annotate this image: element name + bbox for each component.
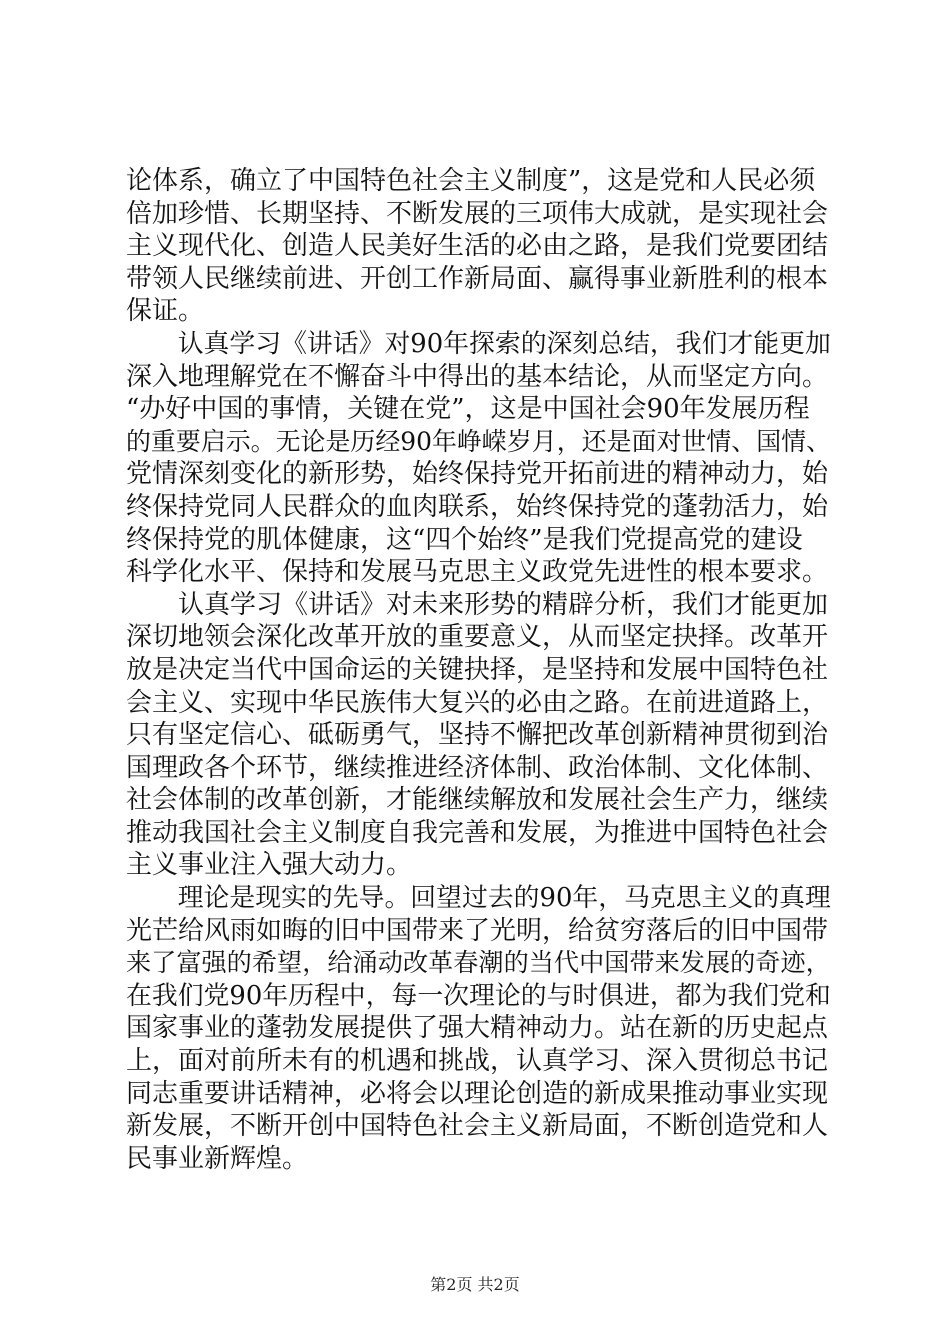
- text-line: 主义现代化、创造人民美好生活的必由之路，是我们党要团结: [126, 231, 829, 262]
- text-line: 深切地领会深化改革开放的重要意义，从而坚定抉择。改革开: [126, 622, 829, 653]
- text-line: 在我们党90年历程中，每一次理论的与时俱进，都为我们党和: [126, 980, 831, 1011]
- text-line: “办好中国的事情，关键在党”，这是中国社会90年发展历程: [126, 394, 810, 425]
- text-line: 终保持党的肌体健康，这“四个始终”是我们党提高党的建设: [126, 524, 803, 555]
- text-line: 光芒给风雨如晦的旧中国带来了光明，给贫穷落后的旧中国带: [126, 915, 829, 946]
- document-body: [126, 165, 831, 1175]
- text-line: 带领人民继续前进、开创工作新局面、赢得事业新胜利的根本: [126, 263, 829, 294]
- text-line: 放是决定当代中国命运的关键抉择，是坚持和发展中国特色社: [126, 654, 829, 685]
- text-line: 民事业新辉煌。: [126, 1143, 309, 1174]
- text-line: 终保持党同人民群众的血肉联系，始终保持党的蓬勃活力，始: [126, 491, 829, 522]
- text-line: 深入地理解党在不懈奋斗中得出的基本结论，从而坚定方向。: [126, 361, 829, 392]
- text-line: 来了富强的希望，给涌动改革春潮的当代中国带来发展的奇迹，: [126, 948, 831, 978]
- text-line: 理论是现实的先导。回望过去的90年，马克思主义的真理: [126, 883, 831, 914]
- text-line: 的重要启示。无论是历经90年峥嵘岁月，还是面对世情、国情、: [126, 426, 832, 456]
- text-line: 同志重要讲话精神，必将会以理论创造的新成果推动事业实现: [126, 1078, 829, 1109]
- text-line: 倍加珍惜、长期坚持、不断发展的三项伟大成就，是实现社会: [126, 198, 829, 229]
- text-line: 科学化水平、保持和发展马克思主义政党先进性的根本要求。: [126, 557, 829, 588]
- text-line: 新发展，不断开创中国特色社会主义新局面，不断创造党和人: [126, 1111, 829, 1142]
- text-line: 主义事业注入强大动力。: [126, 850, 413, 881]
- page-number-footer: 第2页 共2页: [430, 1275, 520, 1294]
- text-line: 国家事业的蓬勃发展提供了强大精神动力。站在新的历史起点: [126, 1013, 829, 1044]
- text-line: 国理政各个环节，继续推进经济体制、政治体制、文化体制、: [126, 752, 829, 783]
- text-line: 认真学习《讲话》对未来形势的精辟分析，我们才能更加: [126, 589, 829, 620]
- text-line: 社会体制的改革创新，才能继续解放和发展社会生产力，继续: [126, 785, 829, 816]
- text-line: 推动我国社会主义制度自我完善和发展，为推进中国特色社会: [126, 817, 829, 848]
- text-line: 认真学习《讲话》对90年探索的深刻总结，我们才能更加: [126, 328, 831, 359]
- text-line: 党情深刻变化的新形势，始终保持党开拓前进的精神动力，始: [126, 459, 829, 490]
- text-line: 保证。: [126, 296, 205, 327]
- text-line: 论体系，确立了中国特色社会主义制度”，这是党和人民必须: [126, 166, 816, 196]
- text-line: 只有坚定信心、砥砺勇气，坚持不懈把改革创新精神贯彻到治: [126, 720, 829, 751]
- text-line: 上，面对前所未有的机遇和挑战，认真学习、深入贯彻总书记: [126, 1046, 829, 1077]
- text-line: 会主义、实现中华民族伟大复兴的必由之路。在前进道路上，: [126, 687, 829, 718]
